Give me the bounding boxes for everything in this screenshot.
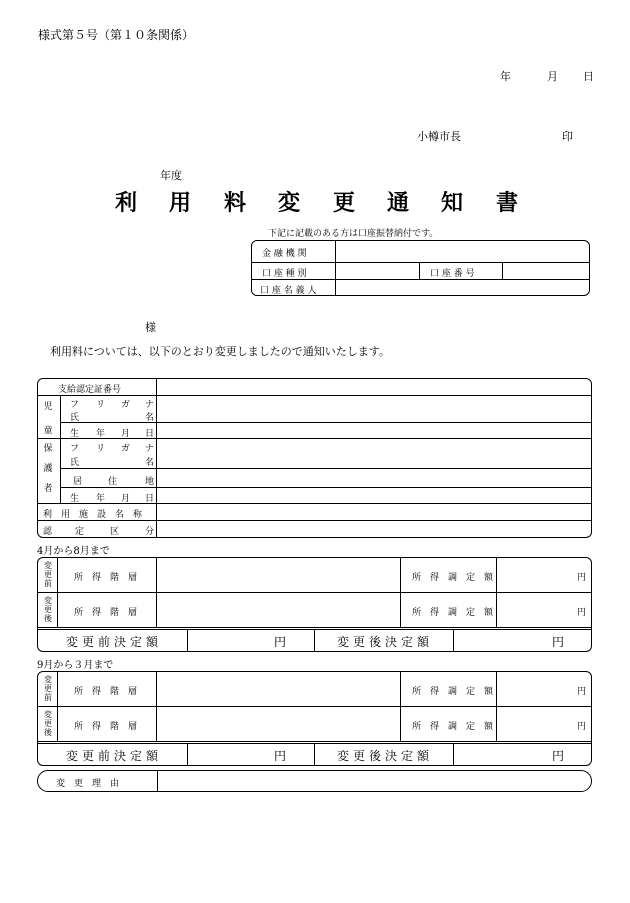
divider (57, 672, 58, 741)
after-label: 変 更 後 (44, 596, 52, 623)
addressee-suffix: 様 (145, 321, 156, 334)
after-total-label: 変更後決定額 (337, 635, 434, 649)
title-char: 料 (224, 190, 247, 216)
before-label: 変 更 前 (44, 561, 52, 588)
account-type-label: 口 座 種 別 (262, 269, 307, 279)
before-total-label: 変更前決定額 (66, 635, 163, 649)
birthdate-label: 月 (121, 494, 131, 504)
divider (314, 630, 315, 651)
divider (61, 422, 591, 423)
period2-label: 9月から３月まで (37, 660, 114, 671)
bank-note: 下記に記載のある方は口座振替納付です。 (268, 229, 439, 239)
category-label: 認 (43, 527, 53, 537)
yen-unit: 円 (577, 722, 587, 732)
form-number: 様式第５号（第１０条関係） (38, 28, 195, 42)
birthdate-label: 月 (121, 429, 131, 439)
category-label: 分 (145, 527, 155, 537)
date-day: 日 (583, 70, 594, 83)
divider (156, 558, 157, 627)
income-level-label: 所 得 階 層 (74, 573, 138, 583)
title-char: 利 (115, 190, 138, 216)
issuer-seal: 印 (562, 130, 573, 143)
after-total-label: 変更後決定額 (337, 749, 434, 763)
furigana-label: ナ (145, 444, 155, 454)
divider (38, 395, 591, 396)
divider (61, 468, 591, 469)
divider (38, 520, 591, 521)
title-char: 通 (387, 190, 410, 216)
furigana-label: リ (96, 444, 106, 454)
title-char: 用 (169, 190, 192, 216)
furigana-label: フ (70, 444, 80, 454)
income-adjust-label: 所 得 調 定 額 (412, 608, 494, 618)
yen-unit: 円 (552, 635, 565, 649)
date-year: 年 (500, 70, 511, 83)
date-month: 月 (547, 70, 558, 83)
title-char: 書 (496, 190, 519, 216)
title-char: 更 (333, 190, 356, 216)
reason-box (37, 770, 592, 792)
cert-number-label: 支給認定証番号 (58, 385, 122, 395)
before-total-label: 変更前決定額 (66, 749, 163, 763)
birthdate-label: 日 (145, 494, 155, 504)
income-level-label: 所 得 階 層 (74, 687, 138, 697)
divider (38, 706, 591, 707)
income-adjust-label: 所 得 調 定 額 (412, 573, 494, 583)
yen-unit: 円 (552, 749, 565, 763)
title-char: 知 (441, 190, 464, 216)
birthdate-label: 生 (70, 494, 80, 504)
divider (187, 630, 188, 651)
category-label: 区 (110, 527, 120, 537)
divider (502, 262, 503, 279)
period1-label: 4月から8月まで (37, 546, 110, 557)
bank-institution-label: 金 融 機 関 (262, 249, 307, 259)
before-label: 変 更 前 (44, 675, 52, 702)
name-label: 氏 (70, 458, 80, 468)
guardian-group-label: 保 護 者 (43, 444, 53, 494)
address-label: 地 (145, 477, 155, 487)
divider (496, 672, 497, 741)
divider (314, 744, 315, 765)
name-label: 名 (145, 413, 155, 423)
furigana-label: リ (96, 400, 106, 410)
account-holder-label: 口 座 名 義 人 (260, 286, 317, 296)
yen-unit: 円 (577, 608, 587, 618)
yen-unit: 円 (274, 749, 287, 763)
furigana-label: ガ (121, 400, 131, 410)
divider (61, 487, 591, 488)
furigana-label: ナ (145, 400, 155, 410)
address-label: 住 (108, 477, 118, 487)
divider (156, 379, 157, 537)
divider (38, 592, 591, 593)
name-label: 氏 (70, 413, 80, 423)
birthdate-label: 日 (145, 429, 155, 439)
category-label: 定 (75, 527, 85, 537)
divider (38, 741, 591, 742)
yen-unit: 円 (577, 573, 587, 583)
divider (419, 262, 420, 279)
furigana-label: ガ (121, 444, 131, 454)
after-label: 変 更 後 (44, 710, 52, 737)
issuer-name: 小樽市長 (417, 130, 461, 143)
birthdate-label: 生 (70, 429, 80, 439)
income-level-label: 所 得 階 層 (74, 722, 138, 732)
name-label: 名 (145, 458, 155, 468)
divider (400, 672, 401, 741)
birthdate-label: 年 (96, 494, 106, 504)
divider (496, 558, 497, 627)
child-group-label: 児 童 (43, 402, 53, 436)
intro-text: 利用料については、以下のとおり変更しましたので通知いたします。 (50, 345, 390, 358)
fiscal-year-label: 年度 (160, 169, 182, 182)
furigana-label: フ (70, 400, 80, 410)
divider (335, 241, 336, 295)
address-label: 居 (73, 477, 83, 487)
account-number-label: 口 座 番 号 (430, 269, 475, 279)
divider (156, 672, 157, 741)
divider (400, 558, 401, 627)
yen-unit: 円 (274, 635, 287, 649)
income-adjust-label: 所 得 調 定 額 (412, 722, 494, 732)
divider (453, 630, 454, 651)
divider (187, 744, 188, 765)
divider (252, 262, 589, 263)
yen-unit: 円 (577, 687, 587, 697)
divider (157, 771, 158, 791)
facility-label: 利 用 施 設 名 称 (43, 510, 143, 520)
reason-label: 変 更 理 由 (56, 779, 120, 789)
divider (252, 279, 589, 280)
divider (57, 558, 58, 627)
birthdate-label: 年 (96, 429, 106, 439)
income-level-label: 所 得 階 層 (74, 608, 138, 618)
divider (38, 627, 591, 628)
title-char: 変 (278, 190, 301, 216)
divider (453, 744, 454, 765)
income-adjust-label: 所 得 調 定 額 (412, 687, 494, 697)
